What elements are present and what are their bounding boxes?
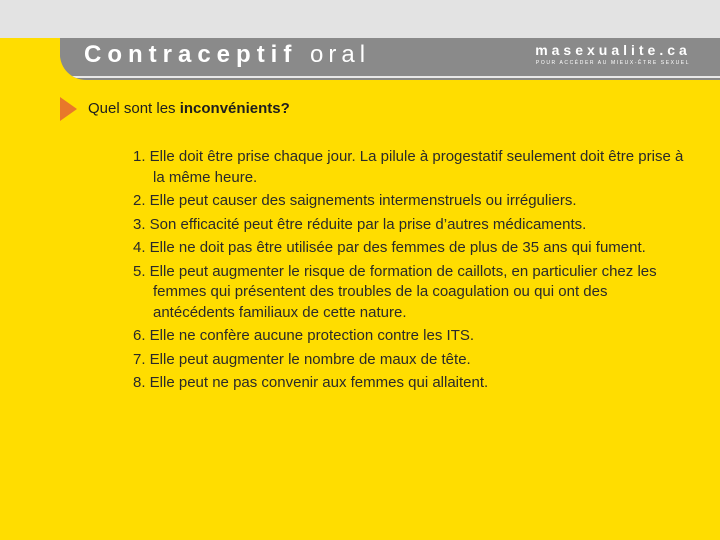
title-light: oral bbox=[310, 41, 371, 68]
slide-title bbox=[84, 41, 370, 69]
list-item: 8. Elle peut ne pas convenir aux femmes qui allaitent. bbox=[133, 374, 489, 391]
top-strip bbox=[0, 0, 720, 38]
question-heading bbox=[88, 100, 290, 117]
question-prefix: Quel sont les bbox=[88, 100, 180, 117]
answer-list bbox=[133, 147, 693, 397]
brand-logo bbox=[528, 42, 698, 66]
brand-name: masexualite.ca bbox=[535, 42, 691, 58]
list-item: 6. Elle ne confère aucune protection contre les ITS. bbox=[133, 327, 475, 344]
list-item: 7. Elle peut augmenter le nombre de maux de tête. bbox=[133, 350, 471, 368]
list-item: 1. Elle doit être prise chaque jour. La pilule à progestatif seulement doit être prise à la même heure. bbox=[133, 148, 684, 186]
question-emphasis: inconvénients? bbox=[179, 100, 290, 117]
list-item: 3. Son efficacité peut être réduite par la prise d’autres médicaments. bbox=[133, 215, 587, 233]
list-item: 5. Elle peut augmenter le risque de formation de caillots, en particulier chez les femmes qui présentent des troubles de la coagulation ou qui ont des antécédents familiaux de cette nature. bbox=[133, 262, 657, 321]
title-bold: Contraceptif bbox=[84, 41, 298, 68]
arrow-bullet-icon bbox=[60, 97, 77, 121]
list-item: 4. Elle ne doit pas être utilisée par des femmes de plus de 35 ans qui fument. bbox=[133, 239, 646, 256]
list-item: 2. Elle peut causer des saignements intermenstruels ou irréguliers. bbox=[133, 192, 577, 209]
brand-tagline: POUR ACCÉDER AU MIEUX-ÊTRE SEXUEL bbox=[535, 60, 691, 66]
